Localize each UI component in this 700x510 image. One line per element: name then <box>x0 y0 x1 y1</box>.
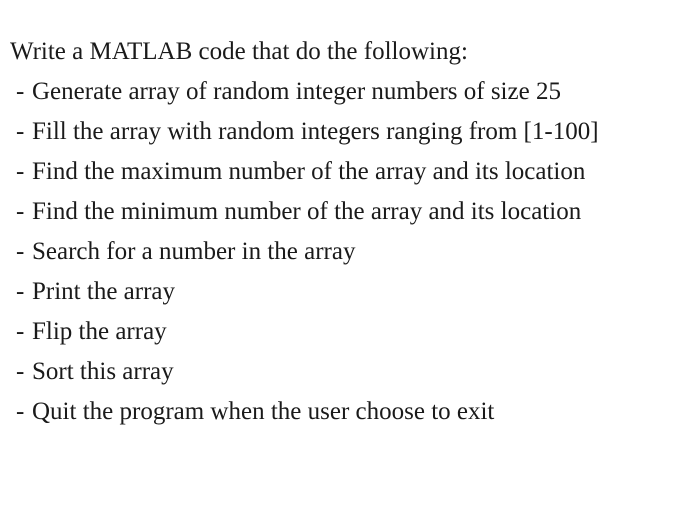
task-item-fill <box>10 112 700 152</box>
task-item-generate <box>10 72 700 112</box>
bullet-dash: - <box>16 358 25 385</box>
task-text: Quit the program when the user choose to exit <box>32 398 495 425</box>
task-item-print <box>10 272 700 312</box>
task-item-flip <box>10 312 700 352</box>
task-text: Flip the array <box>32 318 167 345</box>
bullet-dash: - <box>16 118 25 145</box>
bullet-dash: - <box>16 278 25 305</box>
task-text: Generate array of random integer numbers of size 25 <box>32 78 561 105</box>
task-text: Print the array <box>32 278 176 305</box>
task-list <box>10 72 700 432</box>
bullet-dash: - <box>16 198 25 225</box>
task-text: Find the maximum number of the array and its location <box>32 158 586 185</box>
bullet-dash: - <box>16 318 25 345</box>
task-item-search <box>10 232 700 272</box>
task-item-quit <box>10 392 700 432</box>
task-item-find-min <box>10 192 700 232</box>
bullet-dash: - <box>16 238 25 265</box>
bullet-dash: - <box>16 158 25 185</box>
task-text: Search for a number in the array <box>32 238 356 265</box>
task-item-find-max <box>10 152 700 192</box>
assignment-heading: Write a MATLAB code that do the following: <box>10 38 468 65</box>
task-text: Fill the array with random integers ranging from [1-100] <box>32 118 599 145</box>
task-item-sort <box>10 352 700 392</box>
bullet-dash: - <box>16 78 25 105</box>
task-text: Find the minimum number of the array and its location <box>32 198 582 225</box>
task-text: Sort this array <box>32 358 174 385</box>
bullet-dash: - <box>16 398 25 425</box>
